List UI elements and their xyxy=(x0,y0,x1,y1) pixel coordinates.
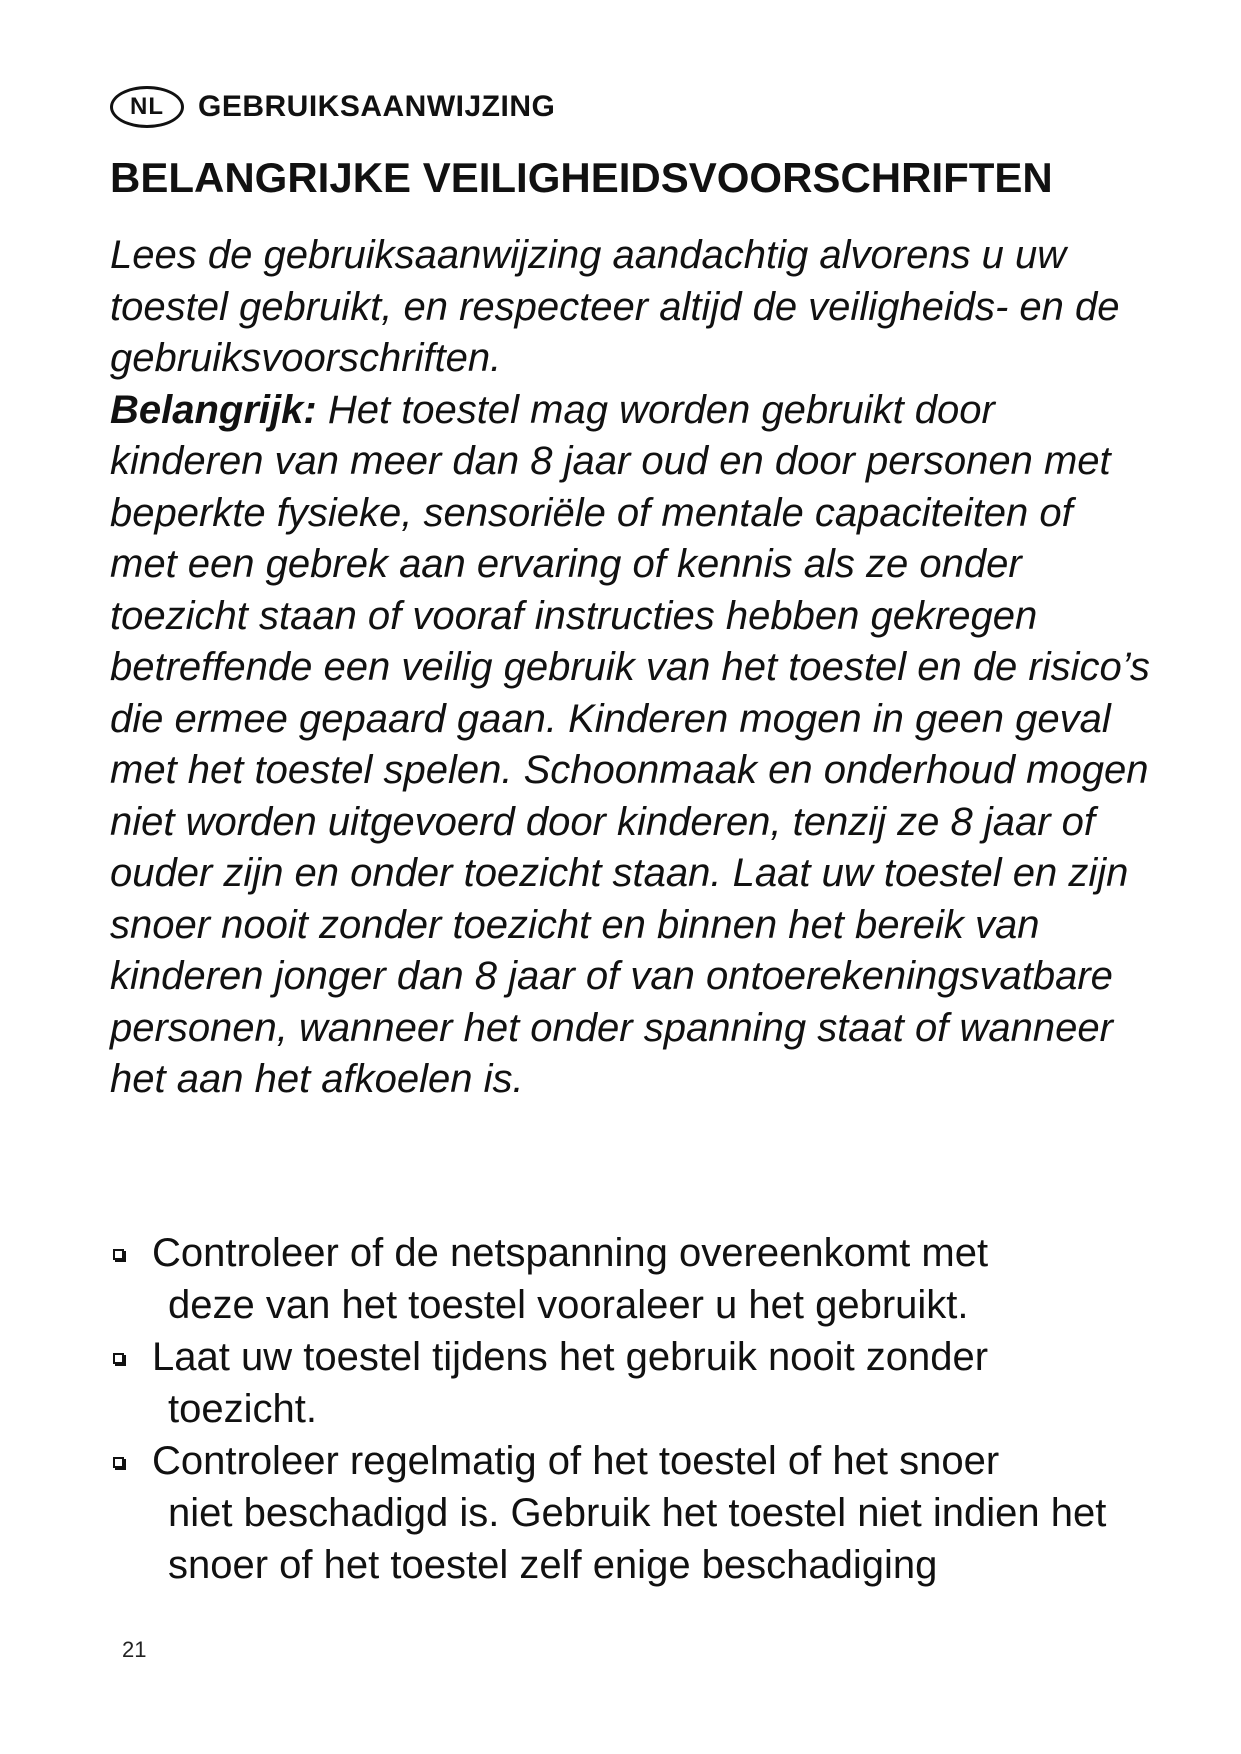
checkbox-bullet-icon xyxy=(113,1457,124,1468)
important-text: Het toestel mag worden gebruikt door kinderen van meer dan 8 jaar oud en door personen met beperkte fysieke, sensoriële of mentale capaciteiten of met een gebrek aan ervaring of kennis als ze onder toezicht staan of vooraf instructies hebben gekregen betreffende een veilig gebruik van het toestel en de risico’s die ermee gepaard gaan. Kinderen mogen in geen geval met het toestel spelen. Schoonmaak en onderhoud mogen niet worden uitgevoerd door kinderen, tenzij ze 8 jaar of ouder zijn en onder toezicht staan. Laat uw toestel en zijn snoer nooit zonder toezicht en binnen het bereik van kinderen jonger dan 8 jaar of van ontoerekeningsvatbare personen, wanneer het onder spanning staat of wanneer het aan het afkoelen is. xyxy=(110,387,1150,1101)
language-badge: NL xyxy=(110,86,184,128)
document-header xyxy=(110,80,555,134)
list-item xyxy=(110,1331,1150,1435)
important-label: Belangrijk: xyxy=(110,387,317,432)
safety-bullet-list xyxy=(110,1227,1150,1591)
header-title: GEBRUIKSAANWIJZING xyxy=(198,90,556,123)
bullet-text-rest: toezicht. xyxy=(168,1387,317,1431)
checkbox-bullet-icon xyxy=(113,1353,124,1364)
bullet-text-first: Controleer regelmatig of het toestel of het snoer xyxy=(152,1439,1000,1483)
checkbox-bullet-icon xyxy=(113,1249,124,1260)
list-item xyxy=(110,1435,1150,1591)
bullet-text-rest: niet beschadigd is. Gebruik het toestel niet indien het snoer of het toestel zelf enige beschadiging xyxy=(168,1491,1107,1587)
list-item xyxy=(110,1227,1150,1331)
bullet-text-first: Controleer of de netspanning overeenkomt met xyxy=(152,1231,989,1275)
intro-paragraph xyxy=(110,230,1150,1106)
intro-lead: Lees de gebruiksaanwijzing aandachtig alvorens u uw toestel gebruikt, en respecteer altijd de veiligheids- en de gebruiksvoorschriften. xyxy=(110,233,1120,380)
bullet-text-first: Laat uw toestel tijdens het gebruik nooit zonder xyxy=(152,1335,989,1379)
section-heading: BELANGRIJKE VEILIGHEIDSVOORSCHRIFTEN xyxy=(110,154,1053,201)
bullet-text-rest: deze van het toestel vooraleer u het gebruikt. xyxy=(168,1283,969,1327)
page-number: 21 xyxy=(122,1637,147,1662)
